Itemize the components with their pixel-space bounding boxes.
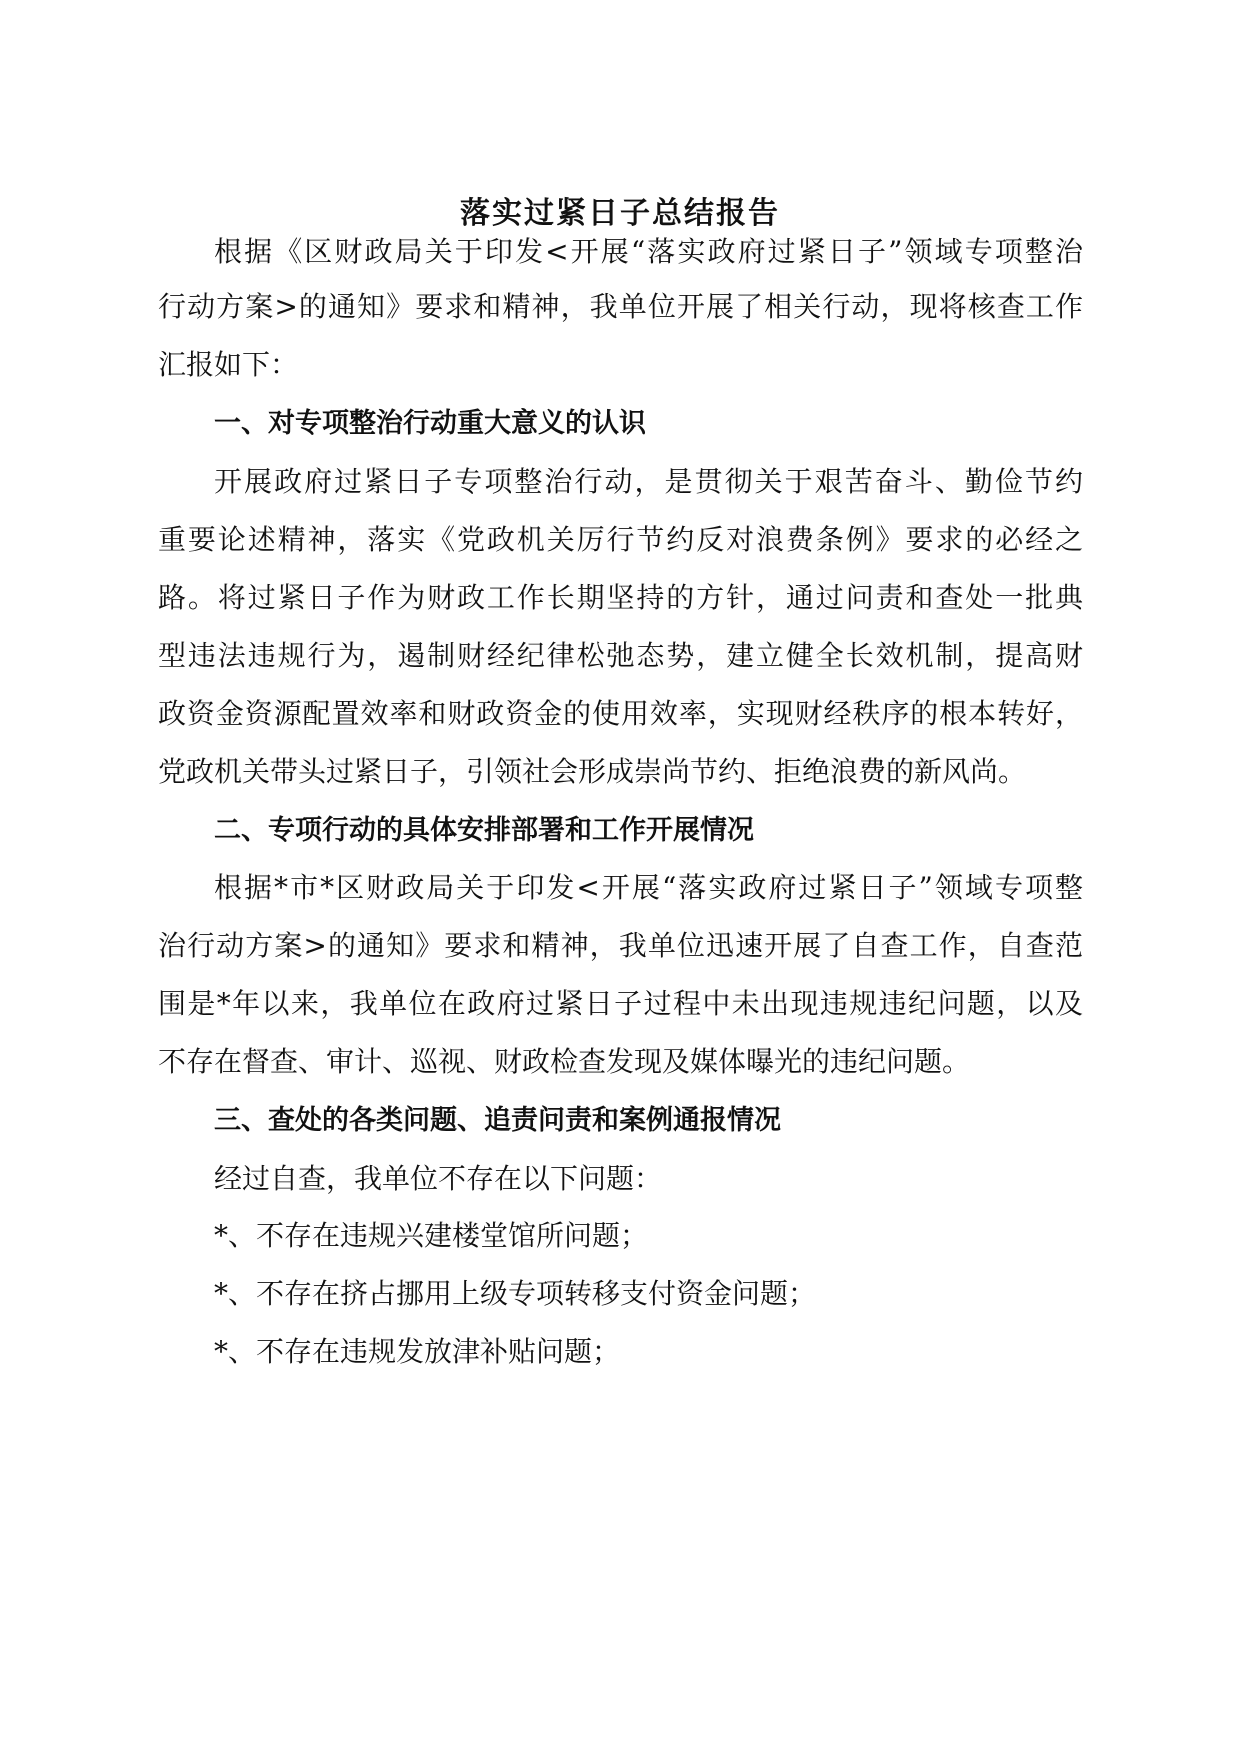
section-1-line-4: 型违法违规行为，遏制财经纪律松弛态势，建立健全长效机制，提高财 xyxy=(158,639,1083,672)
section-3-item-1: *、不存在违规兴建楼堂馆所问题； xyxy=(214,1219,649,1252)
section-2-line-4: 不存在督查、审计、巡视、财政检查发现及媒体曝光的违纪问题。 xyxy=(158,1045,971,1078)
intro-line-1: 根据《区财政局关于印发<开展“落实政府过紧日子”领域专项整治 xyxy=(214,235,1083,268)
intro-line-3: 汇报如下： xyxy=(158,348,299,381)
document-title: 落实过紧日子总结报告 xyxy=(460,196,780,231)
section-2-heading: 二、专项行动的具体安排部署和工作开展情况 xyxy=(214,815,754,846)
intro-line-2: 行动方案>的通知》要求和精神，我单位开展了相关行动，现将核查工作 xyxy=(158,290,1083,323)
section-1-line-3: 路。将过紧日子作为财政工作长期坚持的方针，通过问责和查处一批典 xyxy=(158,581,1083,614)
section-2-line-3: 围是*年以来，我单位在政府过紧日子过程中未出现违规违纪问题，以及 xyxy=(158,987,1083,1020)
section-1-line-2: 重要论述精神，落实《党政机关厉行节约反对浪费条例》要求的必经之 xyxy=(158,523,1083,556)
section-3-heading: 三、查处的各类问题、追责问责和案例通报情况 xyxy=(214,1105,781,1136)
section-3-item-2: *、不存在挤占挪用上级专项转移支付资金问题； xyxy=(214,1277,817,1310)
section-1-heading: 一、对专项整治行动重大意义的认识 xyxy=(214,408,646,439)
section-1-line-6: 党政机关带头过紧日子，引领社会形成崇尚节约、拒绝浪费的新风尚。 xyxy=(158,755,1027,788)
section-2-line-2: 治行动方案>的通知》要求和精神，我单位迅速开展了自查工作，自查范 xyxy=(158,929,1083,962)
section-3-lead: 经过自查，我单位不存在以下问题： xyxy=(214,1162,663,1195)
section-2-line-1: 根据*市*区财政局关于印发<开展“落实政府过紧日子”领域专项整 xyxy=(214,871,1083,904)
section-3-item-3: *、不存在违规发放津补贴问题； xyxy=(214,1335,621,1368)
section-1-line-5: 政资金资源配置效率和财政资金的使用效率，实现财经秩序的根本转好， xyxy=(158,697,1083,730)
section-1-line-1: 开展政府过紧日子专项整治行动，是贯彻关于艰苦奋斗、勤俭节约 xyxy=(214,465,1083,498)
